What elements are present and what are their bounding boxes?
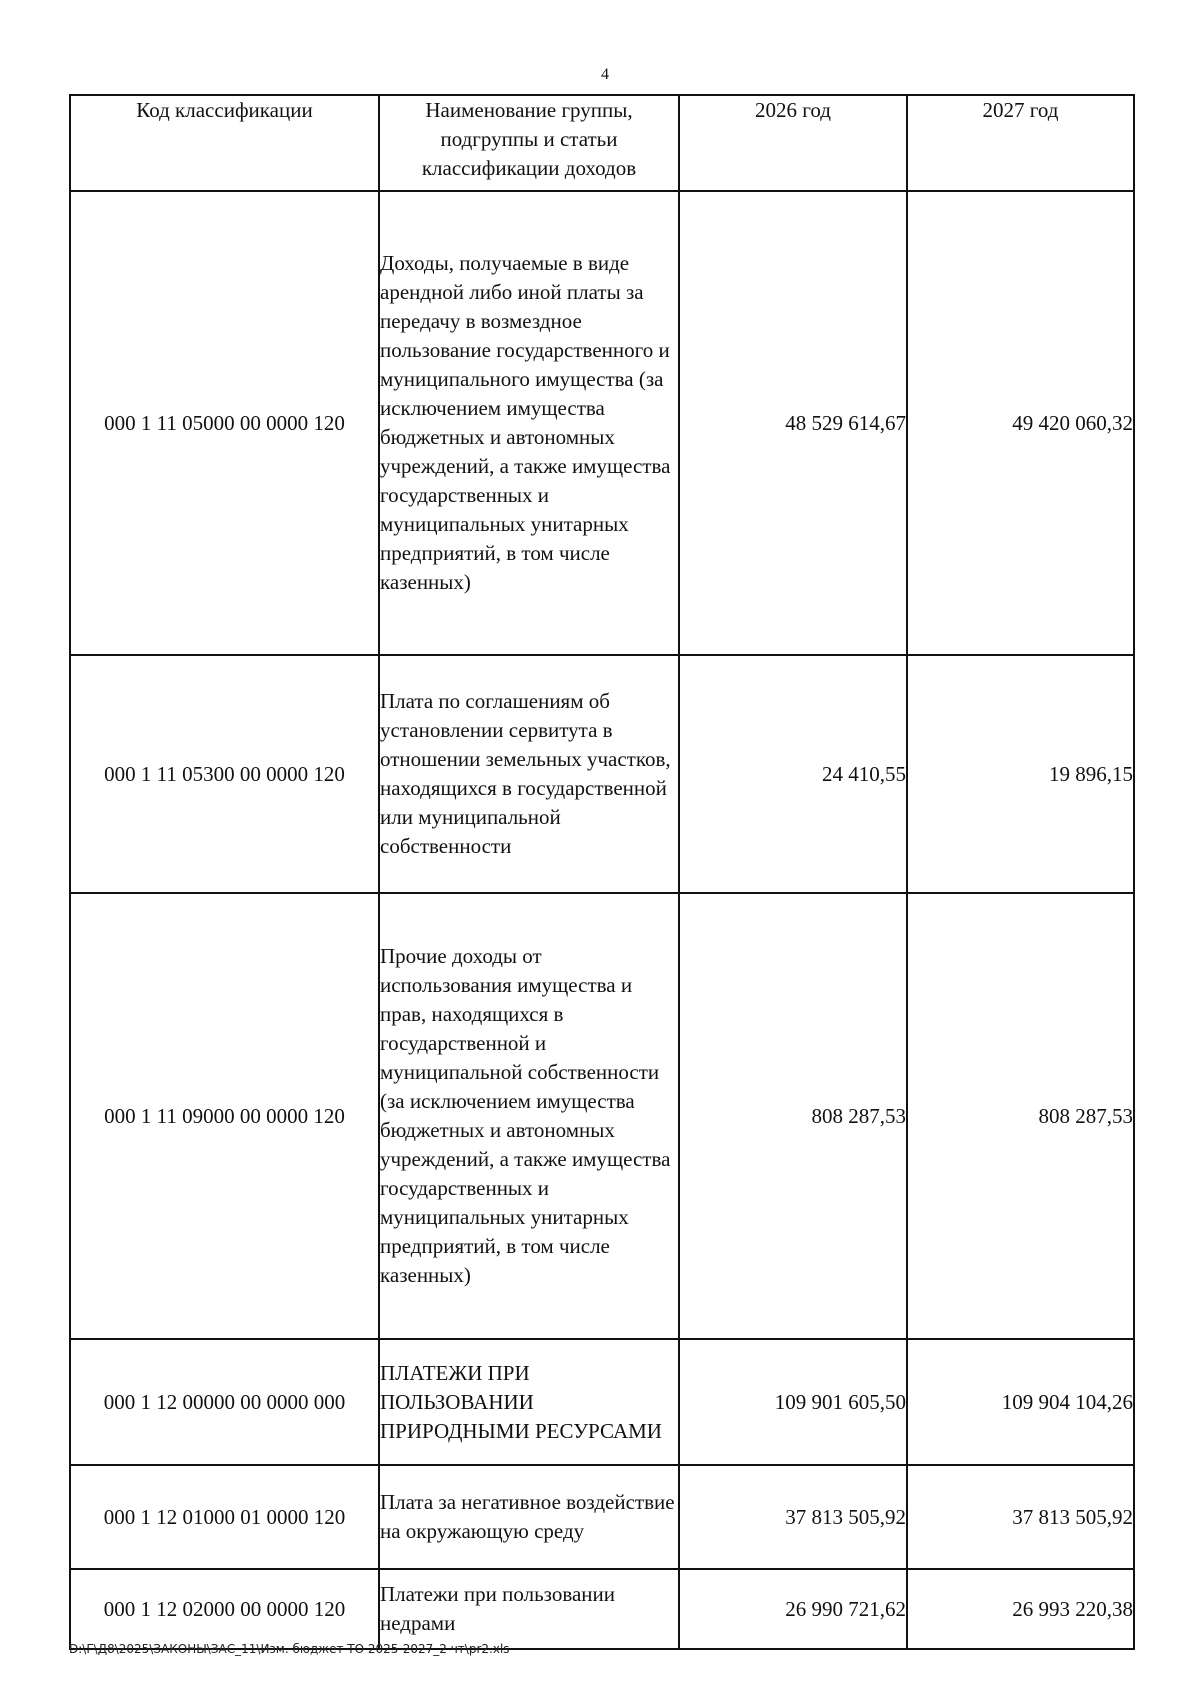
row-value-2027: 808 287,53	[907, 893, 1134, 1339]
table-row	[70, 655, 1134, 893]
row-name: Прочие доходы от использования имущества и прав, находящихся в государственной и муниципальной собственности (за исключением имущества бюджетных и автономных учреждений, а также имущества государственных и муниципальных унитарных предприятий, в том числе казенных)	[379, 893, 679, 1339]
row-value-2027: 109 904 104,26	[907, 1339, 1134, 1465]
row-code: 000 1 12 01000 01 0000 120	[70, 1465, 379, 1569]
page-number: 4	[601, 66, 609, 83]
row-code: 000 1 11 05300 00 0000 120	[70, 655, 379, 893]
table-header-row	[70, 95, 1134, 191]
row-name: ПЛАТЕЖИ ПРИ ПОЛЬЗОВАНИИ ПРИРОДНЫМИ РЕСУРСАМИ	[379, 1339, 679, 1465]
row-value-2026: 808 287,53	[679, 893, 907, 1339]
footer-file-path: D:\Г\Д8\2025\ЗАКОНЫ\ЗАС_11\Изм. бюджет ТО 2025-2027_2 чт\pr2.xls	[69, 1642, 510, 1656]
revenue-table	[69, 94, 1135, 1650]
header-code: Код классификации	[70, 95, 379, 191]
row-code: 000 1 11 05000 00 0000 120	[70, 191, 379, 655]
row-value-2026: 24 410,55	[679, 655, 907, 893]
row-value-2026: 37 813 505,92	[679, 1465, 907, 1569]
row-name: Платежи при пользовании недрами	[379, 1569, 679, 1649]
header-name: Наименование группы, подгруппы и статьи классификации доходов	[379, 95, 679, 191]
table-row	[70, 1465, 1134, 1569]
row-value-2027: 37 813 505,92	[907, 1465, 1134, 1569]
row-value-2026: 48 529 614,67	[679, 191, 907, 655]
table-row	[70, 1339, 1134, 1465]
row-value-2026: 26 990 721,62	[679, 1569, 907, 1649]
row-value-2027: 19 896,15	[907, 655, 1134, 893]
row-code: 000 1 12 02000 00 0000 120	[70, 1569, 379, 1649]
header-year-2026: 2026 год	[679, 95, 907, 191]
row-code: 000 1 11 09000 00 0000 120	[70, 893, 379, 1339]
table-row	[70, 191, 1134, 655]
row-name: Плата по соглашениям об установлении сервитута в отношении земельных участков, находящихся в государственной или муниципальной собственности	[379, 655, 679, 893]
row-name: Плата за негативное воздействие на окружающую среду	[379, 1465, 679, 1569]
row-value-2026: 109 901 605,50	[679, 1339, 907, 1465]
row-value-2027: 49 420 060,32	[907, 191, 1134, 655]
row-code: 000 1 12 00000 00 0000 000	[70, 1339, 379, 1465]
row-name: Доходы, получаемые в виде арендной либо иной платы за передачу в возмездное пользование государственного и муниципального имущества (за исключением имущества бюджетных и автономных учреждений, а также имущества государственных и муниципальных унитарных предприятий, в том числе казенных)	[379, 191, 679, 655]
header-year-2027: 2027 год	[907, 95, 1134, 191]
table-row	[70, 1569, 1134, 1649]
table-row	[70, 893, 1134, 1339]
row-value-2027: 26 993 220,38	[907, 1569, 1134, 1649]
